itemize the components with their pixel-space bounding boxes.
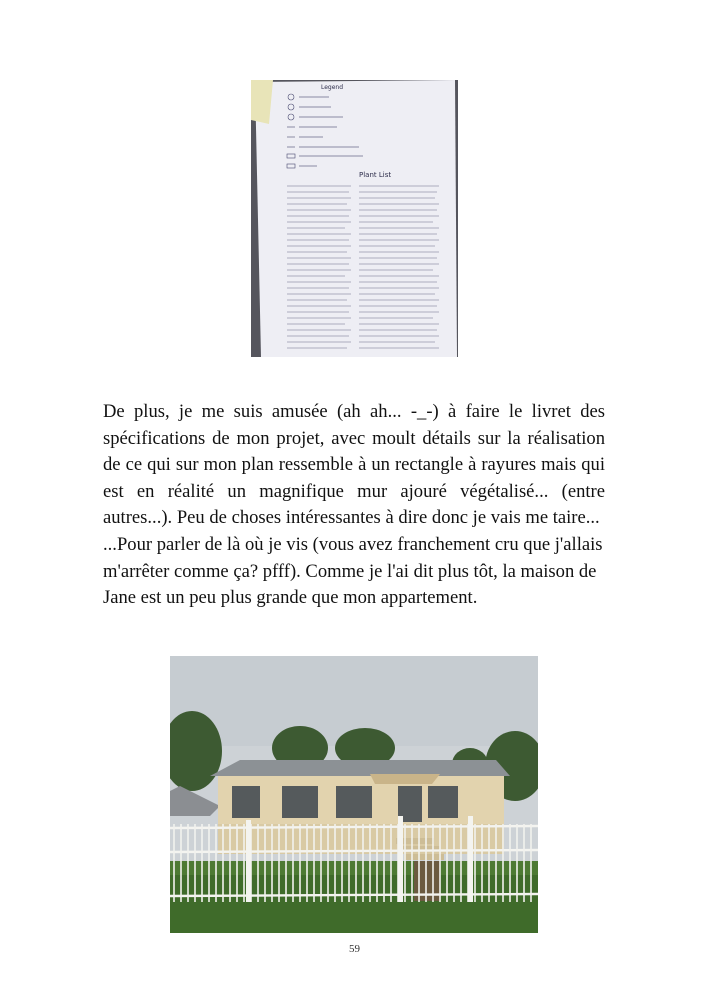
- legend-title: Legend: [321, 84, 344, 91]
- paragraph-1: De plus, je me suis amusée (ah ah... -_-) à faire le livret des spécifications de mon projet, avec moult détails sur la réalisation de ce qui sur mon plan ressemble à un rectangle à rayures mais qui est en réalité un magnifique mur ajouré végétalisé... (entre autres...). Peu de choses intéressantes à dire donc je vais me taire...: [103, 401, 605, 529]
- body-text: [103, 399, 605, 612]
- plant-list-photo: [251, 80, 458, 357]
- house-photo: [170, 656, 538, 933]
- plant-list-title: Plant List: [359, 171, 392, 179]
- page-number: 59: [349, 943, 360, 955]
- paragraph-2: ...Pour parler de là où je vis (vous avez franchement cru que j'allais m'arrêter comme ça? pfff). Comme je l'ai dit plus tôt, la maison de Jane est un peu plus grande que mon appartement.: [103, 533, 603, 609]
